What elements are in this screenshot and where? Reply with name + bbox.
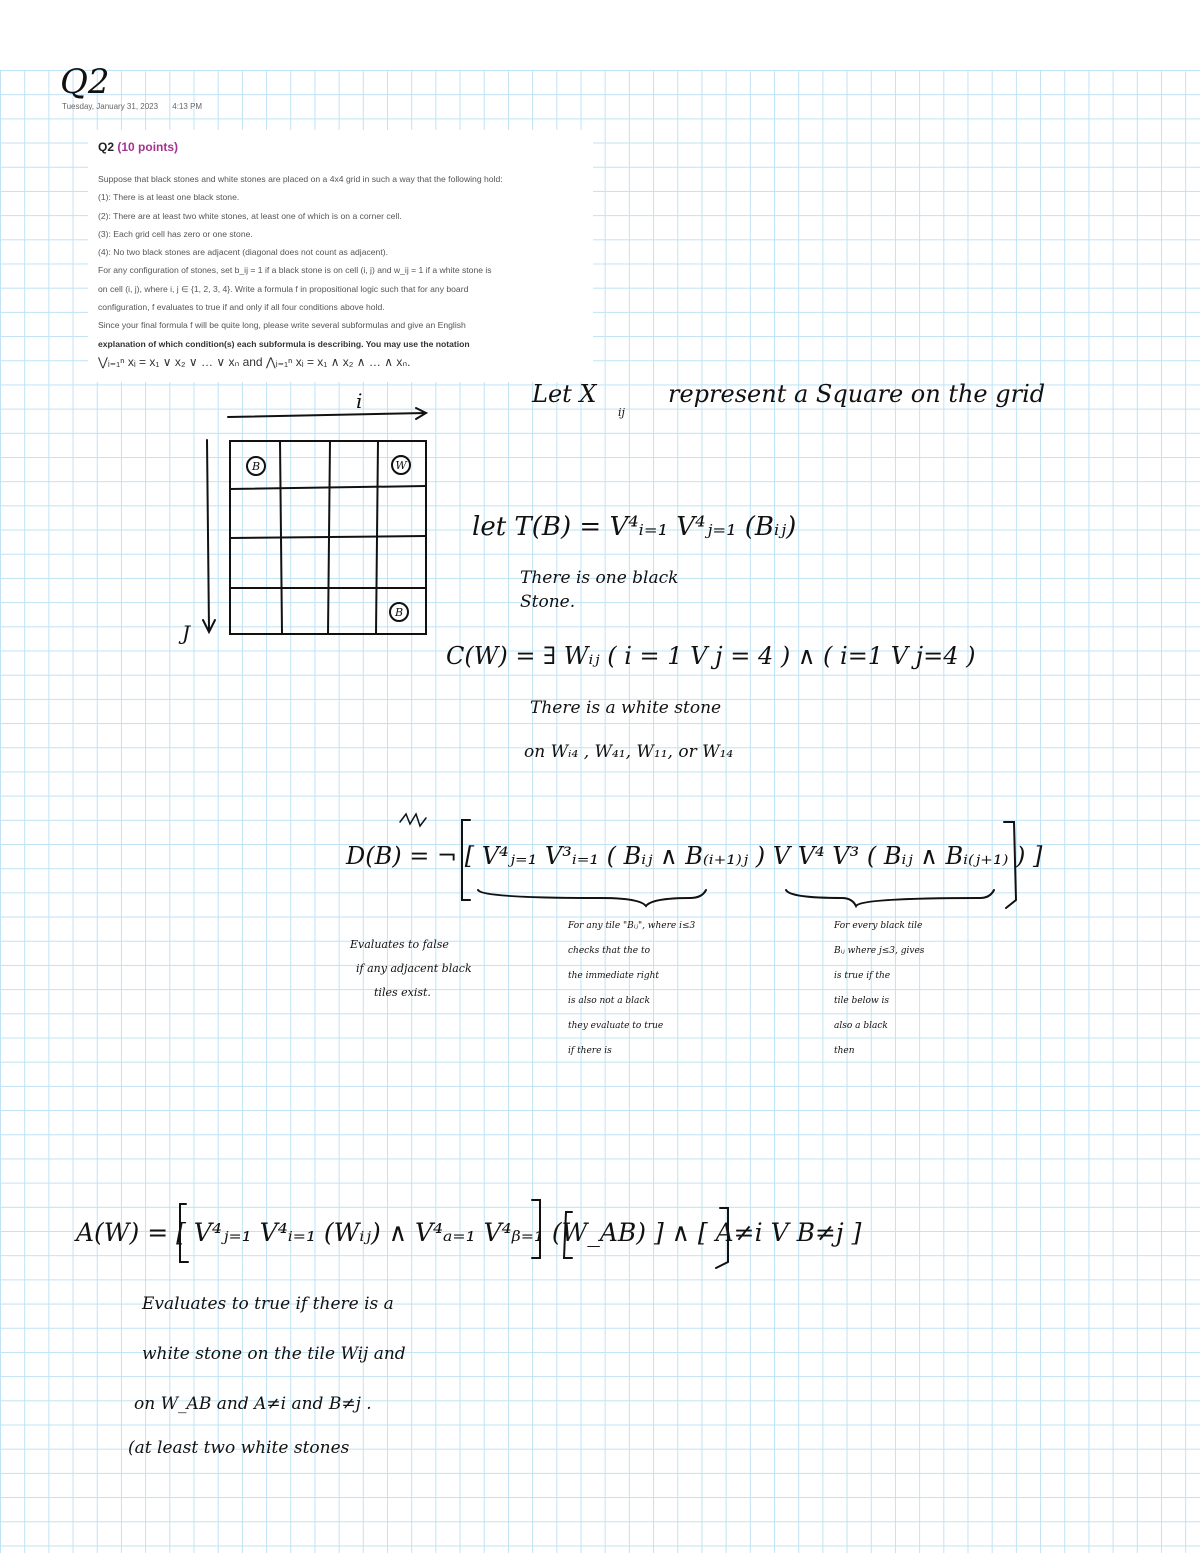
page-title: Q2 bbox=[60, 62, 110, 102]
white-stone-label: W bbox=[395, 459, 407, 472]
question-points: (10 points) bbox=[117, 140, 179, 154]
d-explanation: Evaluates to false bbox=[350, 938, 449, 951]
c-explanation: There is a white stone bbox=[530, 698, 722, 718]
black-stone-label: B bbox=[251, 460, 261, 473]
right-explanation bbox=[834, 914, 924, 1064]
question-number: Q2 bbox=[98, 140, 115, 154]
question-line: (3): Each grid cell has zero or one stone. bbox=[98, 228, 253, 239]
black-stone-label: B bbox=[394, 606, 404, 619]
a-explanation: white stone on the tile Wij and bbox=[142, 1344, 406, 1364]
t-explanation: There is one black bbox=[520, 568, 679, 588]
mid-explanation-line: For any tile "Bᵢⱼ", where i≤3 bbox=[568, 921, 696, 931]
question-line: ⋁ᵢ₌₁ⁿ xᵢ = x₁ ∨ x₂ ∨ … ∨ xₙ and ⋀ᵢ₌₁ⁿ xᵢ = x₁ ∧ x₂ ∧ … ∧ xₙ. bbox=[98, 354, 411, 369]
t-explanation: Stone. bbox=[520, 592, 576, 612]
let-x-subscript: ij bbox=[618, 406, 625, 419]
d-formula: D(B) = ¬ [ V⁴ⱼ₌₁ V³ᵢ₌₁ ( Bᵢⱼ ∧ B₍ᵢ₊₁₎ⱼ ) V V⁴ V³ ( Bᵢⱼ ∧ Bᵢ₍ⱼ₊₁₎ ) ] bbox=[346, 842, 1043, 870]
a-explanation: (at least two white stones bbox=[128, 1438, 350, 1458]
right-explanation-line: also a black bbox=[834, 1021, 888, 1031]
page-date: Tuesday, January 31, 2023 bbox=[62, 102, 159, 111]
mid-explanation-line: checks that the to bbox=[568, 946, 651, 956]
question-line: configuration, f evaluates to true if and only if all four conditions above hold. bbox=[98, 302, 385, 313]
question-line: For any configuration of stones, set b_ij = 1 if a black stone is on cell (i, j) and w_ij = 1 if a white stone is bbox=[98, 265, 492, 276]
question-line: Suppose that black stones and white stones are placed on a 4x4 grid in such a way that the following hold: bbox=[98, 174, 503, 184]
question-line: (4): No two black stones are adjacent (diagonal does not count as adjacent). bbox=[98, 247, 388, 258]
right-explanation-line: For every black tile bbox=[834, 921, 923, 931]
right-explanation-line: Bᵢⱼ where j≤3, gives bbox=[834, 946, 925, 956]
right-explanation-line: tile below is bbox=[834, 996, 890, 1006]
mid-explanation-line: they evaluate to true bbox=[568, 1021, 664, 1031]
mid-explanation-line: the immediate right bbox=[568, 971, 660, 981]
question-line: explanation of which condition(s) each subformula is describing. You may use the notation bbox=[98, 338, 470, 349]
question-line: (2): There are at least two white stones, at least one of which is on a corner cell. bbox=[98, 210, 402, 221]
a-explanation: Evaluates to true if there is a bbox=[142, 1294, 394, 1314]
d-explanation: tiles exist. bbox=[374, 986, 431, 999]
a-explanation: on W_AB and A≠i and B≠j . bbox=[134, 1394, 372, 1414]
c-explanation: on Wᵢ₄ , W₄₁, W₁₁, or W₁₄ bbox=[524, 742, 734, 762]
mid-explanation-line: if there is bbox=[568, 1046, 612, 1056]
let-x-label: Let X bbox=[532, 380, 597, 408]
mid-explanation bbox=[568, 914, 695, 1064]
let-x-text: represent a Square on the grid bbox=[668, 380, 1046, 408]
axis-j-label: J bbox=[182, 621, 191, 645]
question-line: (1): There is at least one black stone. bbox=[98, 192, 240, 203]
page-time: 4:13 PM bbox=[172, 102, 203, 111]
d-explanation: if any adjacent black bbox=[356, 962, 472, 975]
question-line: Since your final formula f will be quite long, please write several subformulas and give an English bbox=[98, 320, 466, 331]
axis-i-label: i bbox=[356, 389, 363, 413]
right-explanation-line: then bbox=[834, 1046, 855, 1056]
right-explanation-line: is true if the bbox=[834, 971, 891, 981]
t-formula: let T(B) = V⁴ᵢ₌₁ V⁴ⱼ₌₁ (Bᵢⱼ) bbox=[472, 512, 797, 542]
c-formula: C(W) = ∃ Wᵢⱼ ( i = 1 V j = 4 ) ∧ ( i=1 V j=4 ) bbox=[446, 642, 976, 670]
mid-explanation-line: is also not a black bbox=[568, 996, 650, 1006]
a-formula: A(W) = [ V⁴ⱼ₌₁ V⁴ᵢ₌₁ (Wᵢⱼ) ∧ V⁴ₐ₌₁ V⁴ᵦ₌₁ (W_AB) ] ∧ [ A≠i V B≠j ] bbox=[76, 1218, 862, 1247]
question-line: on cell (i, j), where i, j ∈ {1, 2, 3, 4}. Write a formula f in propositional logic such that for any board bbox=[98, 283, 469, 294]
